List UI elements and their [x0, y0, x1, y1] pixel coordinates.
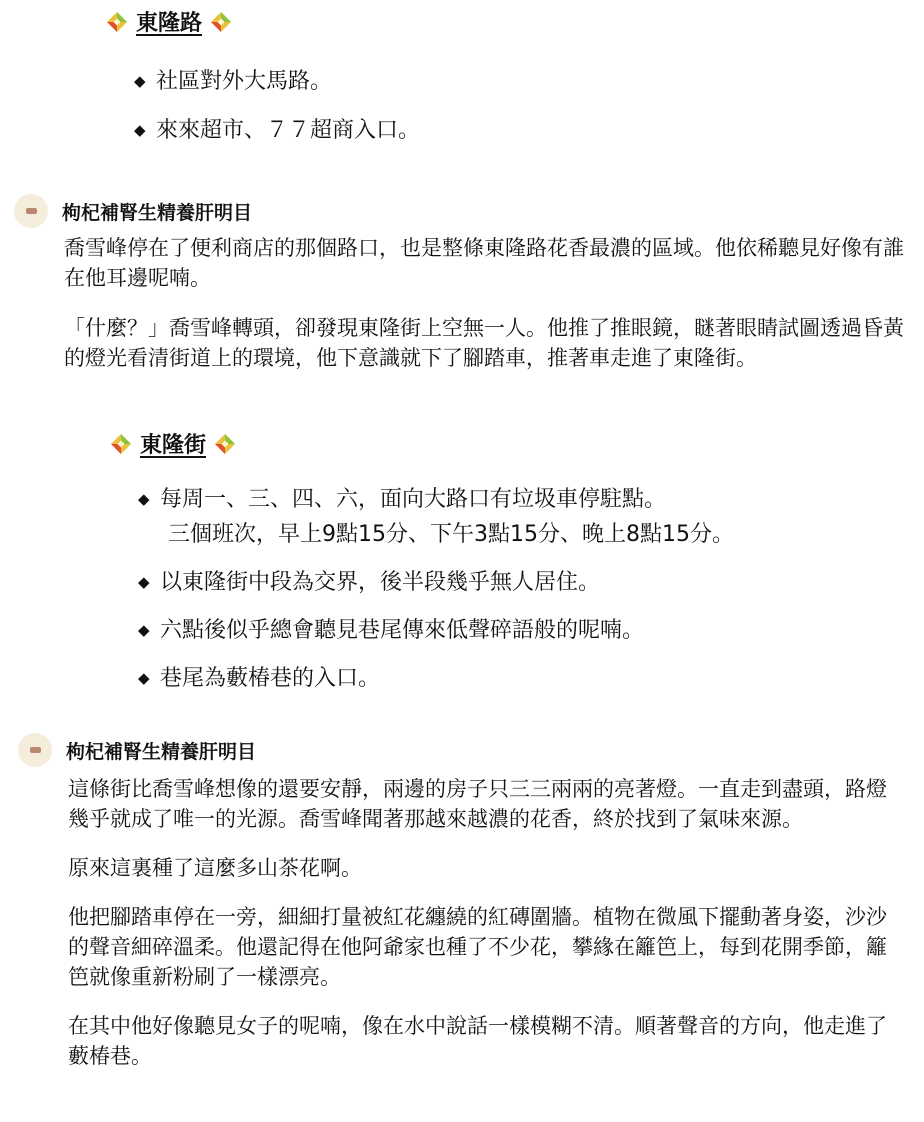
avatar[interactable]: [14, 194, 48, 228]
post-body: [64, 233, 906, 373]
diamond-ornament-icon: [214, 433, 236, 455]
paragraph: 原來這裏種了這麼多山茶花啊。: [68, 856, 362, 880]
paragraph: 他把腳踏車停在一旁，細細打量被紅花纏繞的紅磚圍牆。植物在微風下擺動著身姿，沙沙的聲音細碎溫柔。他還記得在他阿爺家也種了不少花，攀緣在籬笆上，每到花開季節，籬笆就像重新粉刷了一樣漂亮。: [68, 905, 887, 989]
speaker-name: 枸杞補腎生精養肝明目: [66, 740, 257, 763]
bullet-diamond-icon: ◆: [138, 490, 150, 508]
speaker-name: 枸杞補腎生精養肝明目: [62, 201, 253, 224]
diamond-ornament-icon: [210, 11, 232, 33]
speaker-header: [14, 194, 252, 228]
paragraph: 「什麼？」喬雪峰轉頭，卻發現東隆街上空無一人。他推了推眼鏡，瞇著眼睛試圖透過昏黃的燈光看清街道上的環境，他下意識就下了腳踏車，推著車走進了東隆街。: [64, 316, 904, 370]
section-title-label: 東隆路: [136, 11, 203, 36]
list-item: ◆ 以東隆街中段為交界，後半段幾乎無人居住。: [138, 567, 600, 598]
bullet-diamond-icon: ◆: [138, 669, 150, 687]
paragraph: 在其中他好像聽見女子的呢喃，像在水中說話一樣模糊不清。順著聲音的方向，他走進了藪椿巷。: [68, 1014, 887, 1068]
paragraph: 這條街比喬雪峰想像的還要安靜，兩邊的房子只三三兩兩的亮著燈。一直走到盡頭，路燈幾乎就成了唯一的光源。喬雪峰聞著那越來越濃的花香，終於找到了氣味來源。: [68, 777, 887, 831]
speaker-header: [18, 733, 256, 767]
bullet-diamond-icon: ◆: [138, 621, 150, 639]
section-title-label: 東隆街: [140, 433, 207, 458]
diamond-ornament-icon: [110, 433, 132, 455]
list-item-continuation: 三個班次，早上9點15分、下午3點15分、晚上8點15分。: [168, 522, 734, 547]
avatar[interactable]: [18, 733, 52, 767]
diamond-ornament-icon: [106, 11, 128, 33]
list-item: ◆ 六點後似乎總會聽見巷尾傳來低聲碎語般的呢喃。: [138, 615, 644, 646]
section-title-donglong-street: [110, 428, 236, 459]
bullet-diamond-icon: ◆: [134, 72, 146, 90]
paragraph: 喬雪峰停在了便利商店的那個路口，也是整條東隆路花香最濃的區域。他依稀聽見好像有誰在他耳邊呢喃。: [64, 236, 904, 290]
list-item: ◆ 來來超市、７７超商入口。: [134, 115, 420, 146]
bullet-diamond-icon: ◆: [134, 121, 146, 139]
bullet-diamond-icon: ◆: [138, 573, 150, 591]
post-body: [68, 774, 900, 1071]
section-title-donglong-road: [106, 6, 232, 37]
list-item: ◆ 巷尾為藪椿巷的入口。: [138, 663, 380, 694]
list-item: ◆ 社區對外大馬路。: [134, 66, 332, 97]
list-item: ◆ 每周一、三、四、六，面向大路口有垃圾車停駐點。: [138, 484, 666, 515]
